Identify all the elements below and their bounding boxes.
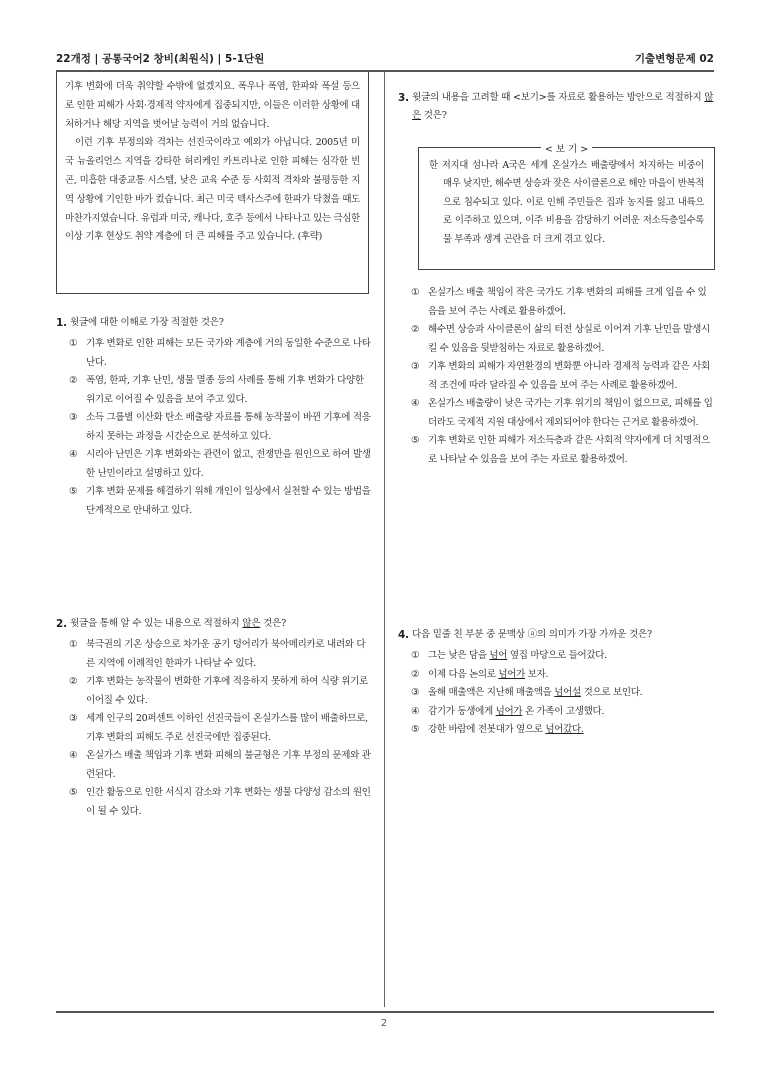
- option-4[interactable]: ④ 감기가 동생에게 넘어가 온 가족이 고생했다.: [411, 705, 605, 717]
- passage-paragraph-2: 이런 기후 부정의와 격차는 선진국이라고 예외가 아닙니다. 2005년 미국 뉴올리언스 지역을 강타한 허리케인 카트리나로 인한 피해는 심각한 빈곤, 미흡한 대중교통 시스템, 낮은 교육 수준 등 사회적 격차와 불평등한 지역 상황에 기인한 바가 컸습니다. 최근 미국 텍사스주에 한파가 닥쳤을 때도 마찬가지였습니다. 유럽과 미국, 캐나다, 호주 등에서 나타나고 있는 극심한 이상 기후 현상도 취약 계층에 더 큰 피해를 주고 있습니다. (후략): [65, 137, 360, 243]
- option-4[interactable]: ④ 온실가스 배출 책임과 기후 변화 피해의 불균형은 기후 부정의 문제와 관련된다.: [69, 750, 371, 780]
- question-stem: 윗글을 통해 알 수 있는 내용으로 적절하지 않은 것은?: [70, 618, 286, 629]
- question-number: 4.: [398, 629, 409, 641]
- option-list: [56, 335, 372, 520]
- option-5[interactable]: ⑤ 기후 변화로 인한 피해가 저소득층과 같은 사회적 약자에게 더 치명적으로 나타날 수 있음을 보여 주는 자료로 활용하겠어.: [411, 435, 710, 465]
- question-stem: 윗글의 내용을 고려할 때 <보기>를 자료로 활용하는 방안으로 적절하지 않은 것은?: [412, 92, 714, 121]
- question-stem: 다음 밑줄 친 부분 중 문맥상 ⓐ의 의미가 가장 가까운 것은?: [412, 629, 652, 640]
- bogi-text: 한 저지대 섬나라 A국은 세계 온실가스 배출량에서 차지하는 비중이 매우 낮지만, 해수면 상승과 잦은 사이클론으로 해안 마을이 반복적으로 침수되고 있다. 이로 인해 주민들은 집과 농지를 잃고 내륙으로 이주하고 있으며, 이주 비용을 감당하기 어려운 저소득층일수록 물 부족과 생계 곤란을 더 크게 겪고 있다.: [429, 160, 704, 245]
- option-5[interactable]: ⑤ 인간 활동으로 인한 서식지 감소와 기후 변화는 생물 다양성 감소의 원인이 될 수 있다.: [69, 787, 371, 817]
- page-number: 2: [380, 1018, 388, 1029]
- option-1[interactable]: ① 기후 변화로 인한 피해는 모든 국가와 계층에 거의 동일한 수준으로 나타난다.: [69, 338, 371, 368]
- question-number: 2.: [56, 618, 67, 630]
- question-number: 1.: [56, 317, 67, 329]
- option-list: [398, 647, 715, 740]
- question-3-options: [411, 284, 715, 469]
- question-stem: 윗글에 대한 이해로 가장 적절한 것은?: [70, 317, 224, 328]
- option-5[interactable]: ⑤ 기후 변화 문제를 해결하기 위해 개인이 일상에서 실천할 수 있는 방법을 단계적으로 안내하고 있다.: [69, 486, 371, 516]
- option-2[interactable]: ② 해수면 상승과 사이클론이 삶의 터전 상실로 이어져 기후 난민을 발생시킬 수 있음을 뒷받침하는 자료로 활용하겠어.: [411, 324, 710, 354]
- option-1[interactable]: ① 북극권의 기온 상승으로 차가운 공기 덩어리가 북아메리카로 내려와 다른 지역에 이례적인 한파가 나타날 수 있다.: [69, 639, 366, 669]
- option-4[interactable]: ④ 온실가스 배출량이 낮은 국가는 기후 위기의 책임이 없으므로, 피해를 입더라도 국제적 지원 대상에서 제외되어야 한다는 근거로 활용하겠어.: [411, 398, 713, 428]
- option-1[interactable]: ① 온실가스 배출 책임이 작은 국가도 기후 변화의 피해를 크게 입을 수 있음을 보여 주는 사례로 활용하겠어.: [411, 287, 707, 317]
- option-2[interactable]: ② 폭염, 한파, 기후 난민, 생물 멸종 등의 사례를 통해 기후 변화가 다양한 위기로 이어질 수 있음을 보여 주고 있다.: [69, 375, 364, 405]
- option-1[interactable]: ① 그는 낮은 담을 넘어 옆집 마당으로 들어갔다.: [411, 650, 607, 661]
- bottom-rule: [56, 1011, 714, 1013]
- question-3: [398, 89, 715, 125]
- bogi-label: < 보 기 >: [541, 144, 592, 155]
- bogi-box: [418, 144, 715, 270]
- option-2[interactable]: ② 기후 변화는 농작물이 변화한 기후에 적응하지 못하게 하여 식량 위기로 이어질 수 있다.: [69, 676, 368, 706]
- header-title: 22개정 | 공통국어2 창비(최원식) | 5-1단원: [56, 53, 265, 65]
- option-3[interactable]: ③ 세계 인구의 20퍼센트 이하인 선진국들이 온실가스를 많이 배출하므로, 기후 변화의 피해도 주로 선진국에만 집중된다.: [69, 713, 368, 743]
- option-3[interactable]: ③ 소득 그룹별 이산화 탄소 배출량 자료를 통해 농작물이 바뀐 기후에 적응하지 못하는 과정을 시간순으로 분석하고 있다.: [69, 412, 371, 442]
- option-list: [56, 636, 372, 821]
- option-2[interactable]: ② 이제 다음 논의로 넘어가 보자.: [411, 668, 549, 680]
- option-4[interactable]: ④ 시리아 난민은 기후 변화와는 관련이 없고, 전쟁만을 원인으로 하여 발생한 난민이라고 설명하고 있다.: [69, 449, 371, 479]
- question-1: [56, 314, 372, 520]
- question-number: 3.: [398, 92, 409, 104]
- passage-paragraph-1: 기후 변화에 더욱 취약할 수밖에 없겠지요. 폭우나 폭염, 한파와 폭설 등으로 인한 피해가 사회·경제적 약자에게 집중되지만, 이들은 이러한 상황에 대처하거나 해당 지역을 벗어날 능력이 거의 없습니다.: [65, 81, 360, 130]
- column-divider: [384, 72, 385, 1007]
- question-4: [398, 626, 715, 740]
- option-3[interactable]: ③ 올해 매출액은 지난해 매출액을 넘어설 것으로 보인다.: [411, 687, 643, 698]
- header-exam-label: 기출변형문제 02: [634, 53, 714, 65]
- option-3[interactable]: ③ 기후 변화의 피해가 자연환경의 변화뿐 아니라 경제적 능력과 같은 사회적 조건에 따라 달라질 수 있음을 보여 주는 사례로 활용하겠어.: [411, 361, 710, 391]
- option-5[interactable]: ⑤ 강한 바람에 전봇대가 옆으로 넘어갔다.: [411, 724, 584, 735]
- question-2: [56, 615, 372, 821]
- passage-box: [56, 72, 369, 294]
